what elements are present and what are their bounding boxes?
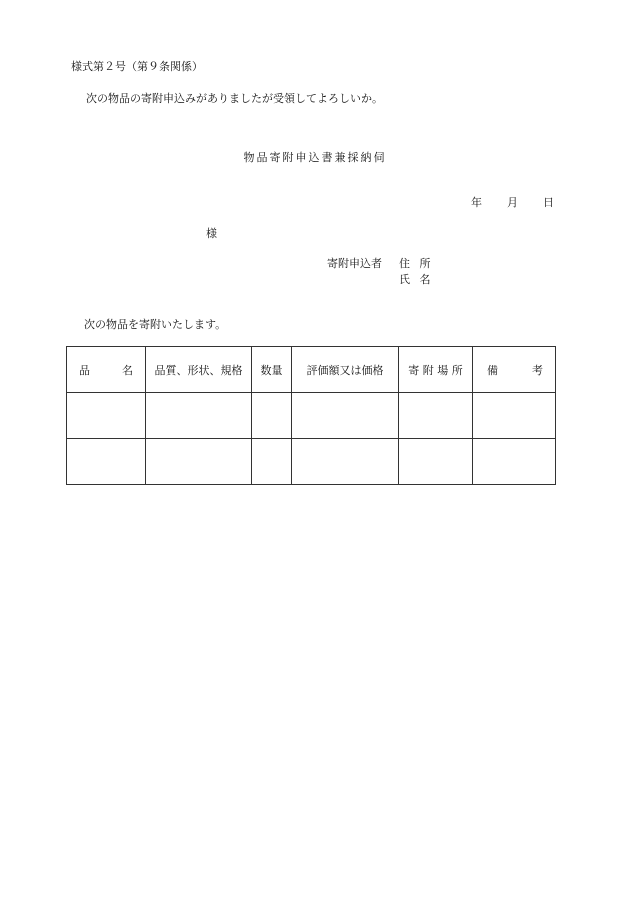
addressee-suffix: 様 <box>206 227 217 240</box>
date-line <box>471 196 554 210</box>
header-quality: 品質、形状、規格 <box>146 347 252 393</box>
table-cell[interactable] <box>292 439 399 485</box>
items-table <box>66 346 556 485</box>
table-cell[interactable] <box>292 393 399 439</box>
name-label: 氏 名 <box>399 273 434 286</box>
table-cell[interactable] <box>67 439 146 485</box>
donation-statement: 次の物品を寄附いたします。 <box>84 318 227 331</box>
table-cell[interactable] <box>67 393 146 439</box>
form-number: 様式第２号（第９条関係） <box>71 60 203 73</box>
address-label: 住 所 <box>399 257 434 270</box>
table-header-row <box>67 347 556 393</box>
header-item-name-b: 名 <box>122 363 133 377</box>
header-remarks-b: 考 <box>532 363 543 377</box>
header-item-name <box>67 347 146 393</box>
table-row <box>67 393 556 439</box>
header-location: 寄 附 場 所 <box>399 347 473 393</box>
table-cell[interactable] <box>473 439 556 485</box>
table-cell[interactable] <box>146 393 252 439</box>
date-month: 月 <box>507 196 518 209</box>
date-day: 日 <box>543 196 554 209</box>
header-value: 評価額又は価格 <box>292 347 399 393</box>
table-cell[interactable] <box>473 393 556 439</box>
header-item-name-a: 品 <box>79 363 90 377</box>
table-cell[interactable] <box>399 439 473 485</box>
header-quantity: 数量 <box>252 347 292 393</box>
table-cell[interactable] <box>252 393 292 439</box>
table-cell[interactable] <box>399 393 473 439</box>
table-row <box>67 439 556 485</box>
header-remarks-a: 備 <box>487 363 498 377</box>
intro-text: 次の物品の寄附申込みがありましたが受領してよろしいか。 <box>86 92 383 105</box>
date-year: 年 <box>471 196 482 209</box>
document-title: 物品寄附申込書兼採納伺 <box>243 151 387 164</box>
table-cell[interactable] <box>252 439 292 485</box>
applicant-label: 寄附申込者 <box>327 257 382 270</box>
header-remarks <box>473 347 556 393</box>
table-cell[interactable] <box>146 439 252 485</box>
